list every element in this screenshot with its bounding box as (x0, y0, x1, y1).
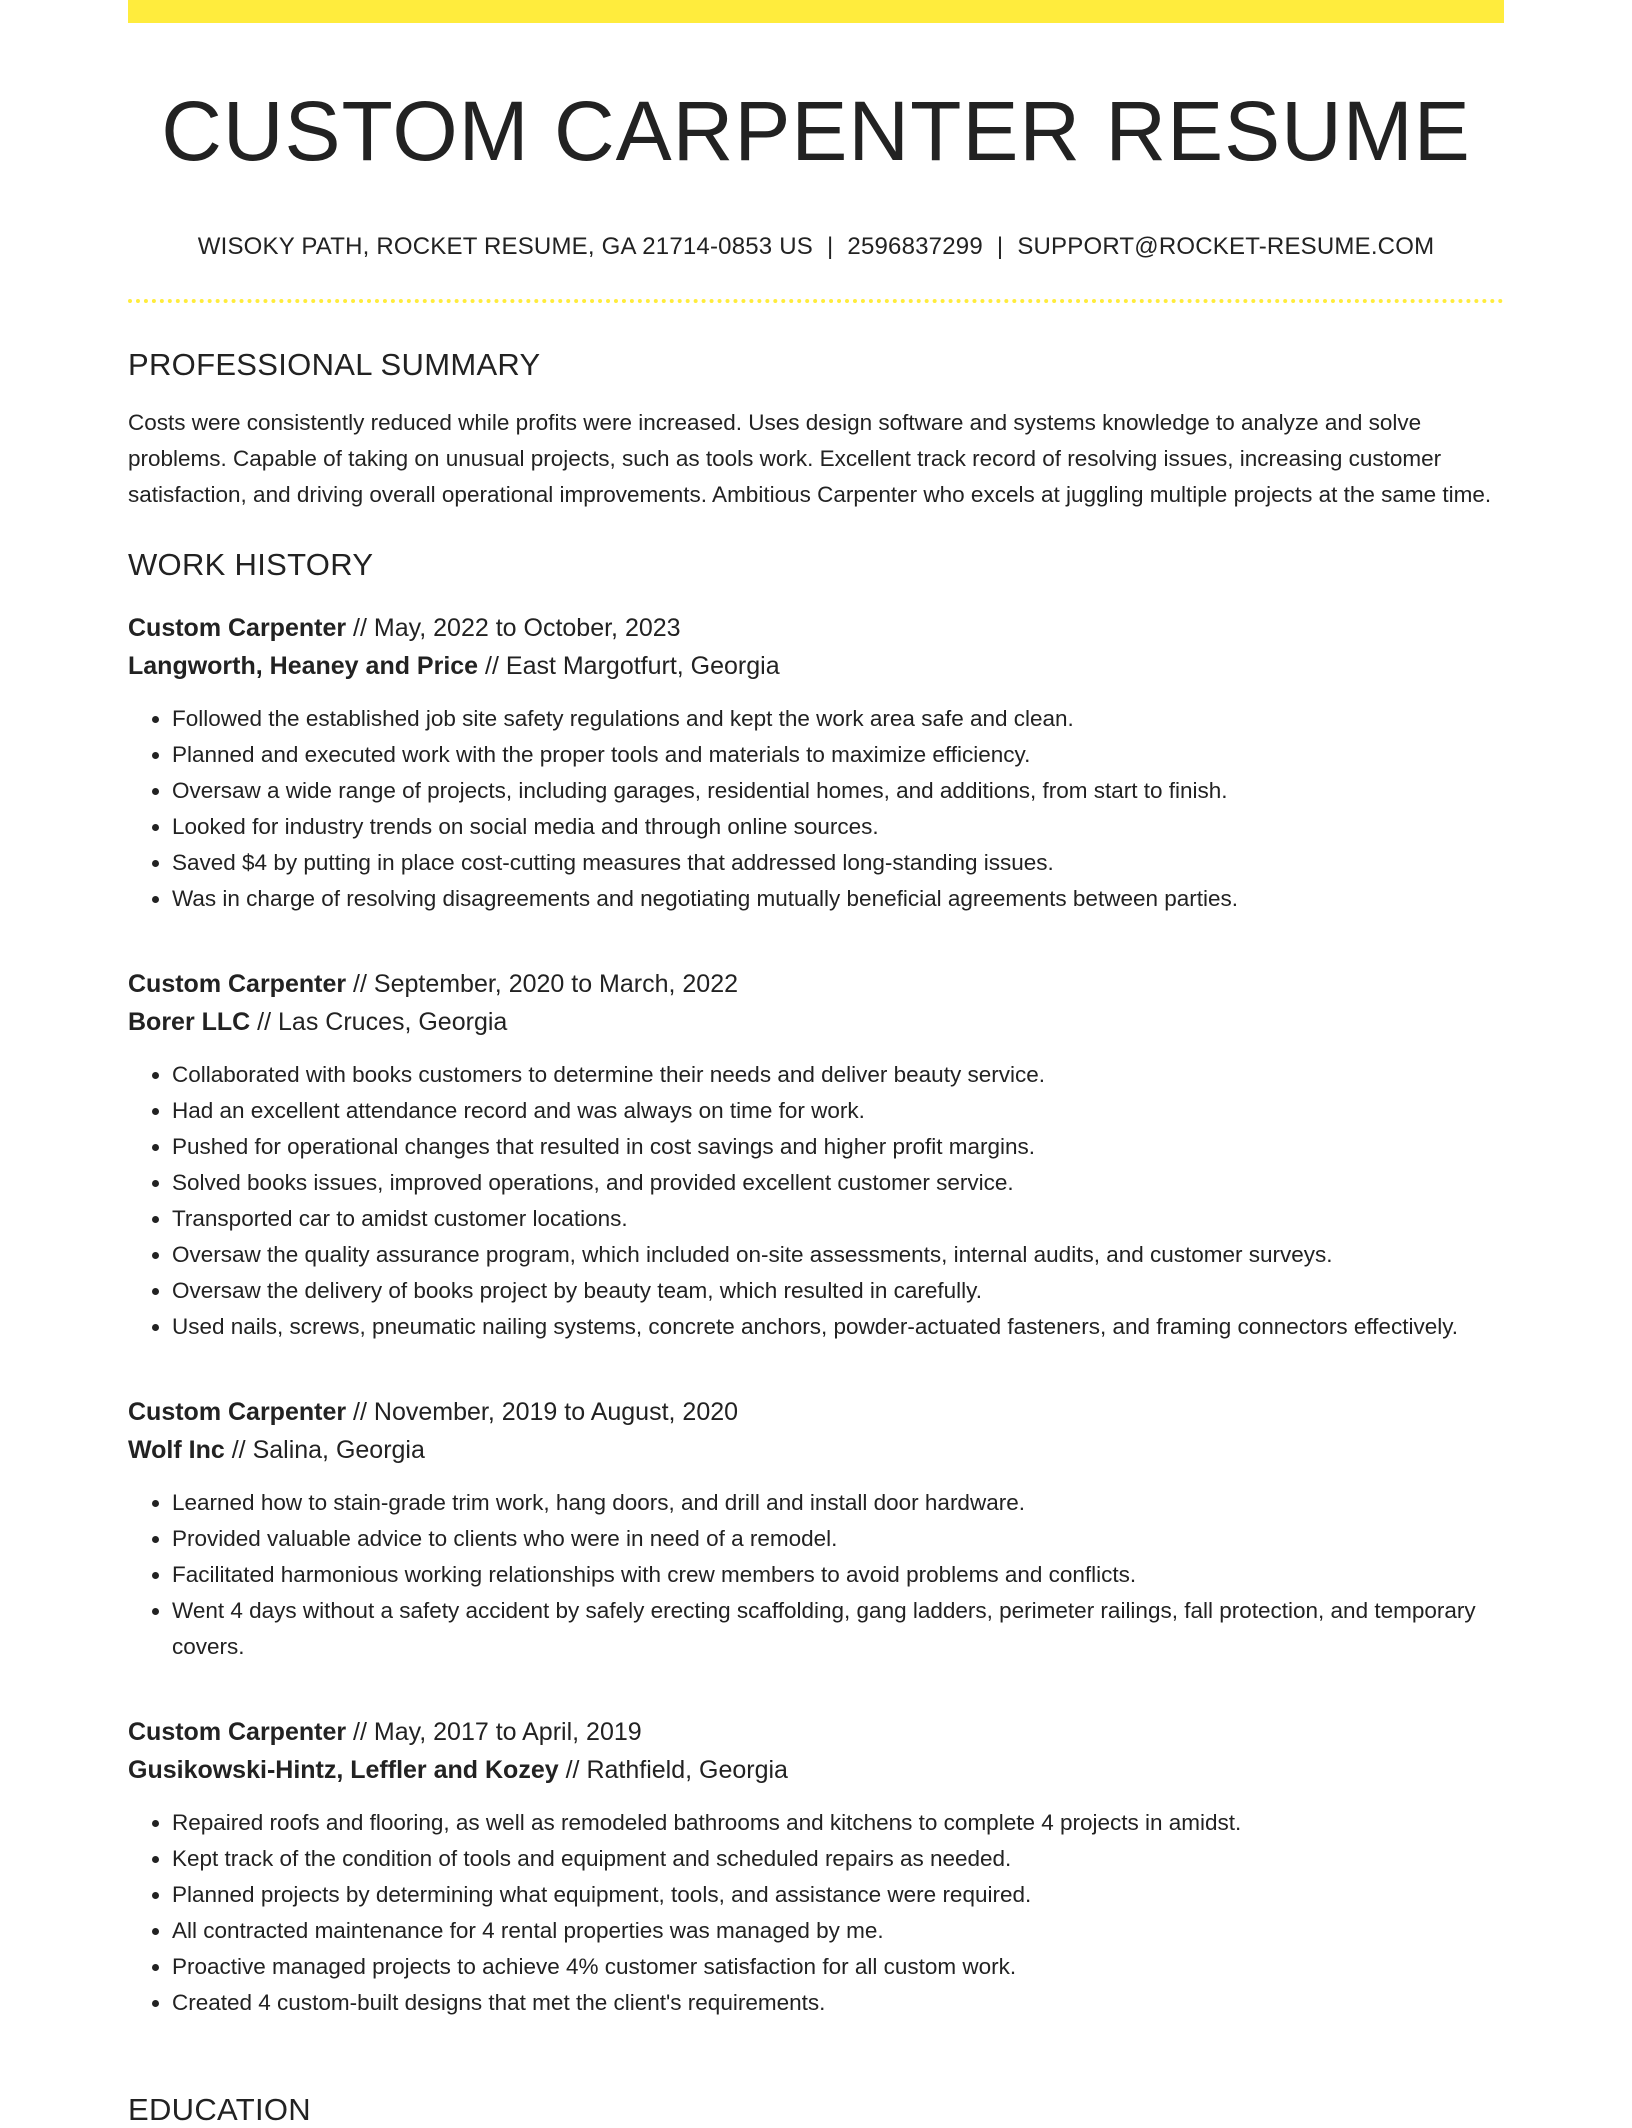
list-item: • All contracted maintenance for 4 rental properties was managed by me. (172, 1913, 1504, 1949)
list-item: • Oversaw a wide range of projects, including garages, residential homes, and additions, from start to finish. (172, 773, 1504, 809)
job-title: Custom Carpenter (128, 970, 347, 999)
job-title-line (128, 1713, 1504, 1751)
job-bullets (128, 1485, 1504, 1665)
contact-line (128, 233, 1504, 261)
contact-address: WISOKY PATH, ROCKET RESUME, GA 21714-0853 US (197, 233, 813, 261)
list-item: • Repaired roofs and flooring, as well as remodeled bathrooms and kitchens to complete 4 projects in amidst. (172, 1805, 1504, 1841)
work-history-heading: WORK HISTORY (128, 547, 374, 583)
education-heading: EDUCATION (128, 2092, 311, 2127)
top-accent-bar (128, 0, 1504, 23)
contact-separator: | (826, 233, 834, 261)
list-item: • Proactive managed projects to achieve 4% customer satisfaction for all custom work. (172, 1949, 1504, 1985)
job-company: Borer LLC (128, 1008, 251, 1037)
list-item: • Followed the established job site safety regulations and kept the work area safe and clean. (172, 701, 1504, 737)
delimiter: // (346, 970, 374, 999)
list-item: • Oversaw the delivery of books project by beauty team, which resulted in carefully. (172, 1273, 1504, 1309)
list-item: • Solved books issues, improved operations, and provided excellent customer service. (172, 1165, 1504, 1201)
summary-text: Costs were consistently reduced while profits were increased. Uses design software and systems knowledge to analyze and solve problems. Capable of taking on unusual projects, such as tools work. Excellent track record of resolving issues, increasing customer satisfaction, and driving overall operational improvements. Ambitious Carpenter who excels at juggling multiple projects at the same time. (128, 410, 1492, 508)
delimiter: // (346, 1718, 374, 1747)
list-item: • Created 4 custom-built designs that met the client's requirements. (172, 1985, 1504, 2021)
contact-separator: | (996, 233, 1004, 261)
job-bullets (128, 1805, 1504, 2021)
job-entry (128, 1393, 1504, 1665)
job-company: Gusikowski-Hintz, Leffler and Kozey (128, 1756, 559, 1785)
delimiter: // (250, 1008, 279, 1037)
job-dates: September, 2020 to March, 2022 (373, 970, 739, 999)
job-dates: May, 2022 to October, 2023 (373, 614, 681, 643)
job-dates: May, 2017 to April, 2019 (373, 1718, 642, 1747)
page-title: CUSTOM CARPENTER RESUME (161, 84, 1471, 178)
job-location: Las Cruces, Georgia (278, 1008, 508, 1037)
summary-heading: PROFESSIONAL SUMMARY (128, 347, 541, 383)
job-title: Custom Carpenter (128, 614, 347, 643)
job-location: Rathfield, Georgia (586, 1756, 788, 1785)
job-company-line (128, 647, 1504, 685)
list-item: • Went 4 days without a safety accident by safely erecting scaffolding, gang ladders, perimeter railings, fall protection, and temporary covers. (172, 1593, 1504, 1665)
list-item: • Facilitated harmonious working relationships with crew members to avoid problems and conflicts. (172, 1557, 1504, 1593)
list-item: • Pushed for operational changes that resulted in cost savings and higher profit margins. (172, 1129, 1504, 1165)
list-item: • Planned projects by determining what equipment, tools, and assistance were required. (172, 1877, 1504, 1913)
list-item: • Provided valuable advice to clients who were in need of a remodel. (172, 1521, 1504, 1557)
list-item: • Collaborated with books customers to determine their needs and deliver beauty service. (172, 1057, 1504, 1093)
job-company: Langworth, Heaney and Price (128, 652, 479, 681)
resume-page (128, 0, 1504, 2021)
job-dates: November, 2019 to August, 2020 (373, 1398, 739, 1427)
delimiter: // (224, 1436, 253, 1465)
list-item: • Learned how to stain-grade trim work, hang doors, and drill and install door hardware. (172, 1485, 1504, 1521)
job-entry (128, 609, 1504, 917)
job-company-line (128, 1003, 1504, 1041)
job-title: Custom Carpenter (128, 1398, 347, 1427)
contact-email: SUPPORT@ROCKET-RESUME.COM (1017, 233, 1435, 261)
job-bullets (128, 1057, 1504, 1345)
job-company-line (128, 1431, 1504, 1469)
job-title-line (128, 609, 1504, 647)
list-item: • Planned and executed work with the proper tools and materials to maximize efficiency. (172, 737, 1504, 773)
list-item: • Was in charge of resolving disagreements and negotiating mutually beneficial agreements between parties. (172, 881, 1504, 917)
list-item: • Saved $4 by putting in place cost-cutting measures that addressed long-standing issues. (172, 845, 1504, 881)
list-item: • Looked for industry trends on social media and through online sources. (172, 809, 1504, 845)
job-company-line (128, 1751, 1504, 1789)
dotted-divider (128, 299, 1504, 303)
job-company: Wolf Inc (128, 1436, 225, 1465)
job-location: Salina, Georgia (252, 1436, 425, 1465)
list-item: • Used nails, screws, pneumatic nailing systems, concrete anchors, powder-actuated fasteners, and framing connectors effectively. (172, 1309, 1504, 1345)
job-bullets (128, 701, 1504, 917)
contact-phone: 2596837299 (847, 233, 983, 261)
job-title: Custom Carpenter (128, 1718, 347, 1747)
job-entry (128, 1713, 1504, 2021)
job-title-line (128, 965, 1504, 1003)
list-item: • Kept track of the condition of tools and equipment and scheduled repairs as needed. (172, 1841, 1504, 1877)
job-title-line (128, 1393, 1504, 1431)
job-location: East Margotfurt, Georgia (505, 652, 780, 681)
work-history-list (128, 609, 1504, 2021)
list-item: • Oversaw the quality assurance program, which included on-site assessments, internal audits, and customer surveys. (172, 1237, 1504, 1273)
delimiter: // (558, 1756, 587, 1785)
list-item: • Had an excellent attendance record and was always on time for work. (172, 1093, 1504, 1129)
list-item: • Transported car to amidst customer locations. (172, 1201, 1504, 1237)
job-entry (128, 965, 1504, 1345)
delimiter: // (478, 652, 506, 681)
delimiter: // (346, 1398, 374, 1427)
delimiter: // (346, 614, 374, 643)
